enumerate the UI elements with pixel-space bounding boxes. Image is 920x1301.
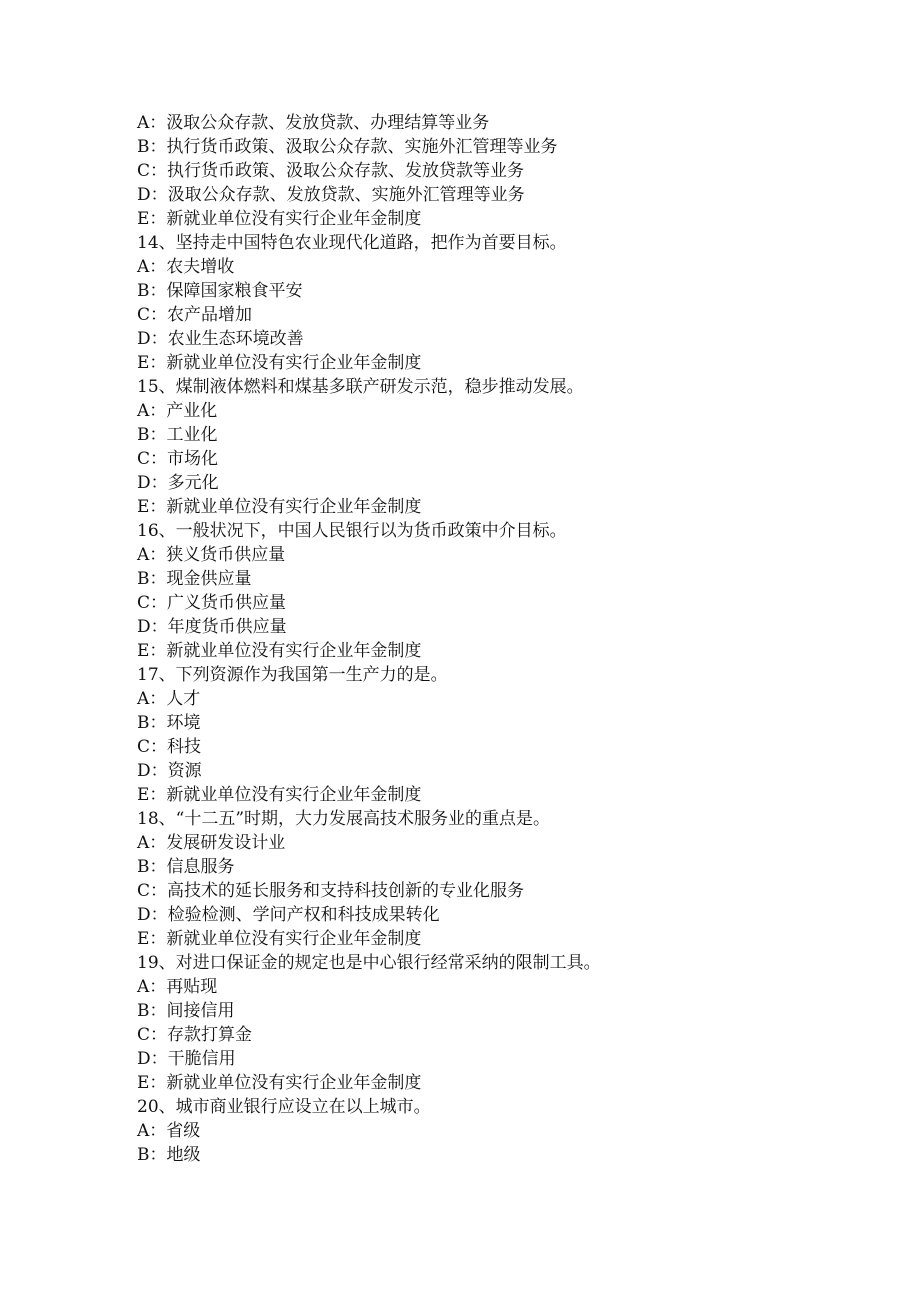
question-line: 19、对进口保证金的规定也是中心银行经常采纳的限制工具。 xyxy=(137,953,601,973)
option-line: A：狭义货币供应量 xyxy=(137,545,286,565)
option-line: D：年度货币供应量 xyxy=(137,617,287,637)
option-line: C：市场化 xyxy=(137,449,219,469)
question-line: 18、“十二五”时期，大力发展高技术服务业的重点是。 xyxy=(137,809,551,829)
question-line: 16、一般状况下，中国人民银行以为货币政策中介目标。 xyxy=(137,521,567,541)
option-line: D：农业生态环境改善 xyxy=(137,329,304,349)
option-line: A：汲取公众存款、发放贷款、办理结算等业务 xyxy=(137,113,490,133)
question-line: 14、坚持走中国特色农业现代化道路，把作为首要目标。 xyxy=(137,233,567,253)
option-line: E：新就业单位没有实行企业年金制度 xyxy=(137,929,422,949)
option-line: E：新就业单位没有实行企业年金制度 xyxy=(137,353,422,373)
option-line: C：科技 xyxy=(137,737,202,757)
option-line: B：工业化 xyxy=(137,425,218,445)
option-line: B：执行货币政策、汲取公众存款、实施外汇管理等业务 xyxy=(137,137,558,157)
option-line: A：农夫增收 xyxy=(137,257,235,277)
option-line: B：间接信用 xyxy=(137,1001,235,1021)
option-line: D：检验检测、学问产权和科技成果转化 xyxy=(137,905,440,925)
option-line: B：保障国家粮食平安 xyxy=(137,281,303,301)
option-line: E：新就业单位没有实行企业年金制度 xyxy=(137,209,422,229)
option-line: C：高技术的延长服务和支持科技创新的专业化服务 xyxy=(137,881,525,901)
option-line: B：信息服务 xyxy=(137,857,235,877)
option-line: C：农产品增加 xyxy=(137,305,253,325)
question-line: 17、下列资源作为我国第一生产力的是。 xyxy=(137,665,448,685)
option-line: D：汲取公众存款、发放贷款、实施外汇管理等业务 xyxy=(137,185,525,205)
document-page xyxy=(137,111,877,1167)
option-line: D：干脆信用 xyxy=(137,1049,236,1069)
option-line: C：执行货币政策、汲取公众存款、发放贷款等业务 xyxy=(137,161,525,181)
option-line: E：新就业单位没有实行企业年金制度 xyxy=(137,641,422,661)
option-line: B：地级 xyxy=(137,1145,201,1165)
question-line: 20、城市商业银行应设立在以上城市。 xyxy=(137,1097,431,1117)
option-line: A：产业化 xyxy=(137,401,218,421)
option-line: B：环境 xyxy=(137,713,201,733)
option-line: E：新就业单位没有实行企业年金制度 xyxy=(137,785,422,805)
option-line: A：省级 xyxy=(137,1121,201,1141)
option-line: A：人才 xyxy=(137,689,201,709)
option-line: D：资源 xyxy=(137,761,202,781)
option-line: B：现金供应量 xyxy=(137,569,252,589)
option-line: A：发展研发设计业 xyxy=(137,833,286,853)
option-line: D：多元化 xyxy=(137,473,219,493)
question-line: 15、煤制液体燃料和煤基多联产研发示范，稳步推动发展。 xyxy=(137,377,584,397)
option-line: E：新就业单位没有实行企业年金制度 xyxy=(137,497,422,517)
option-line: C：存款打算金 xyxy=(137,1025,253,1045)
option-line: A：再贴现 xyxy=(137,977,218,997)
option-line: E：新就业单位没有实行企业年金制度 xyxy=(137,1073,422,1093)
option-line: C：广义货币供应量 xyxy=(137,593,287,613)
